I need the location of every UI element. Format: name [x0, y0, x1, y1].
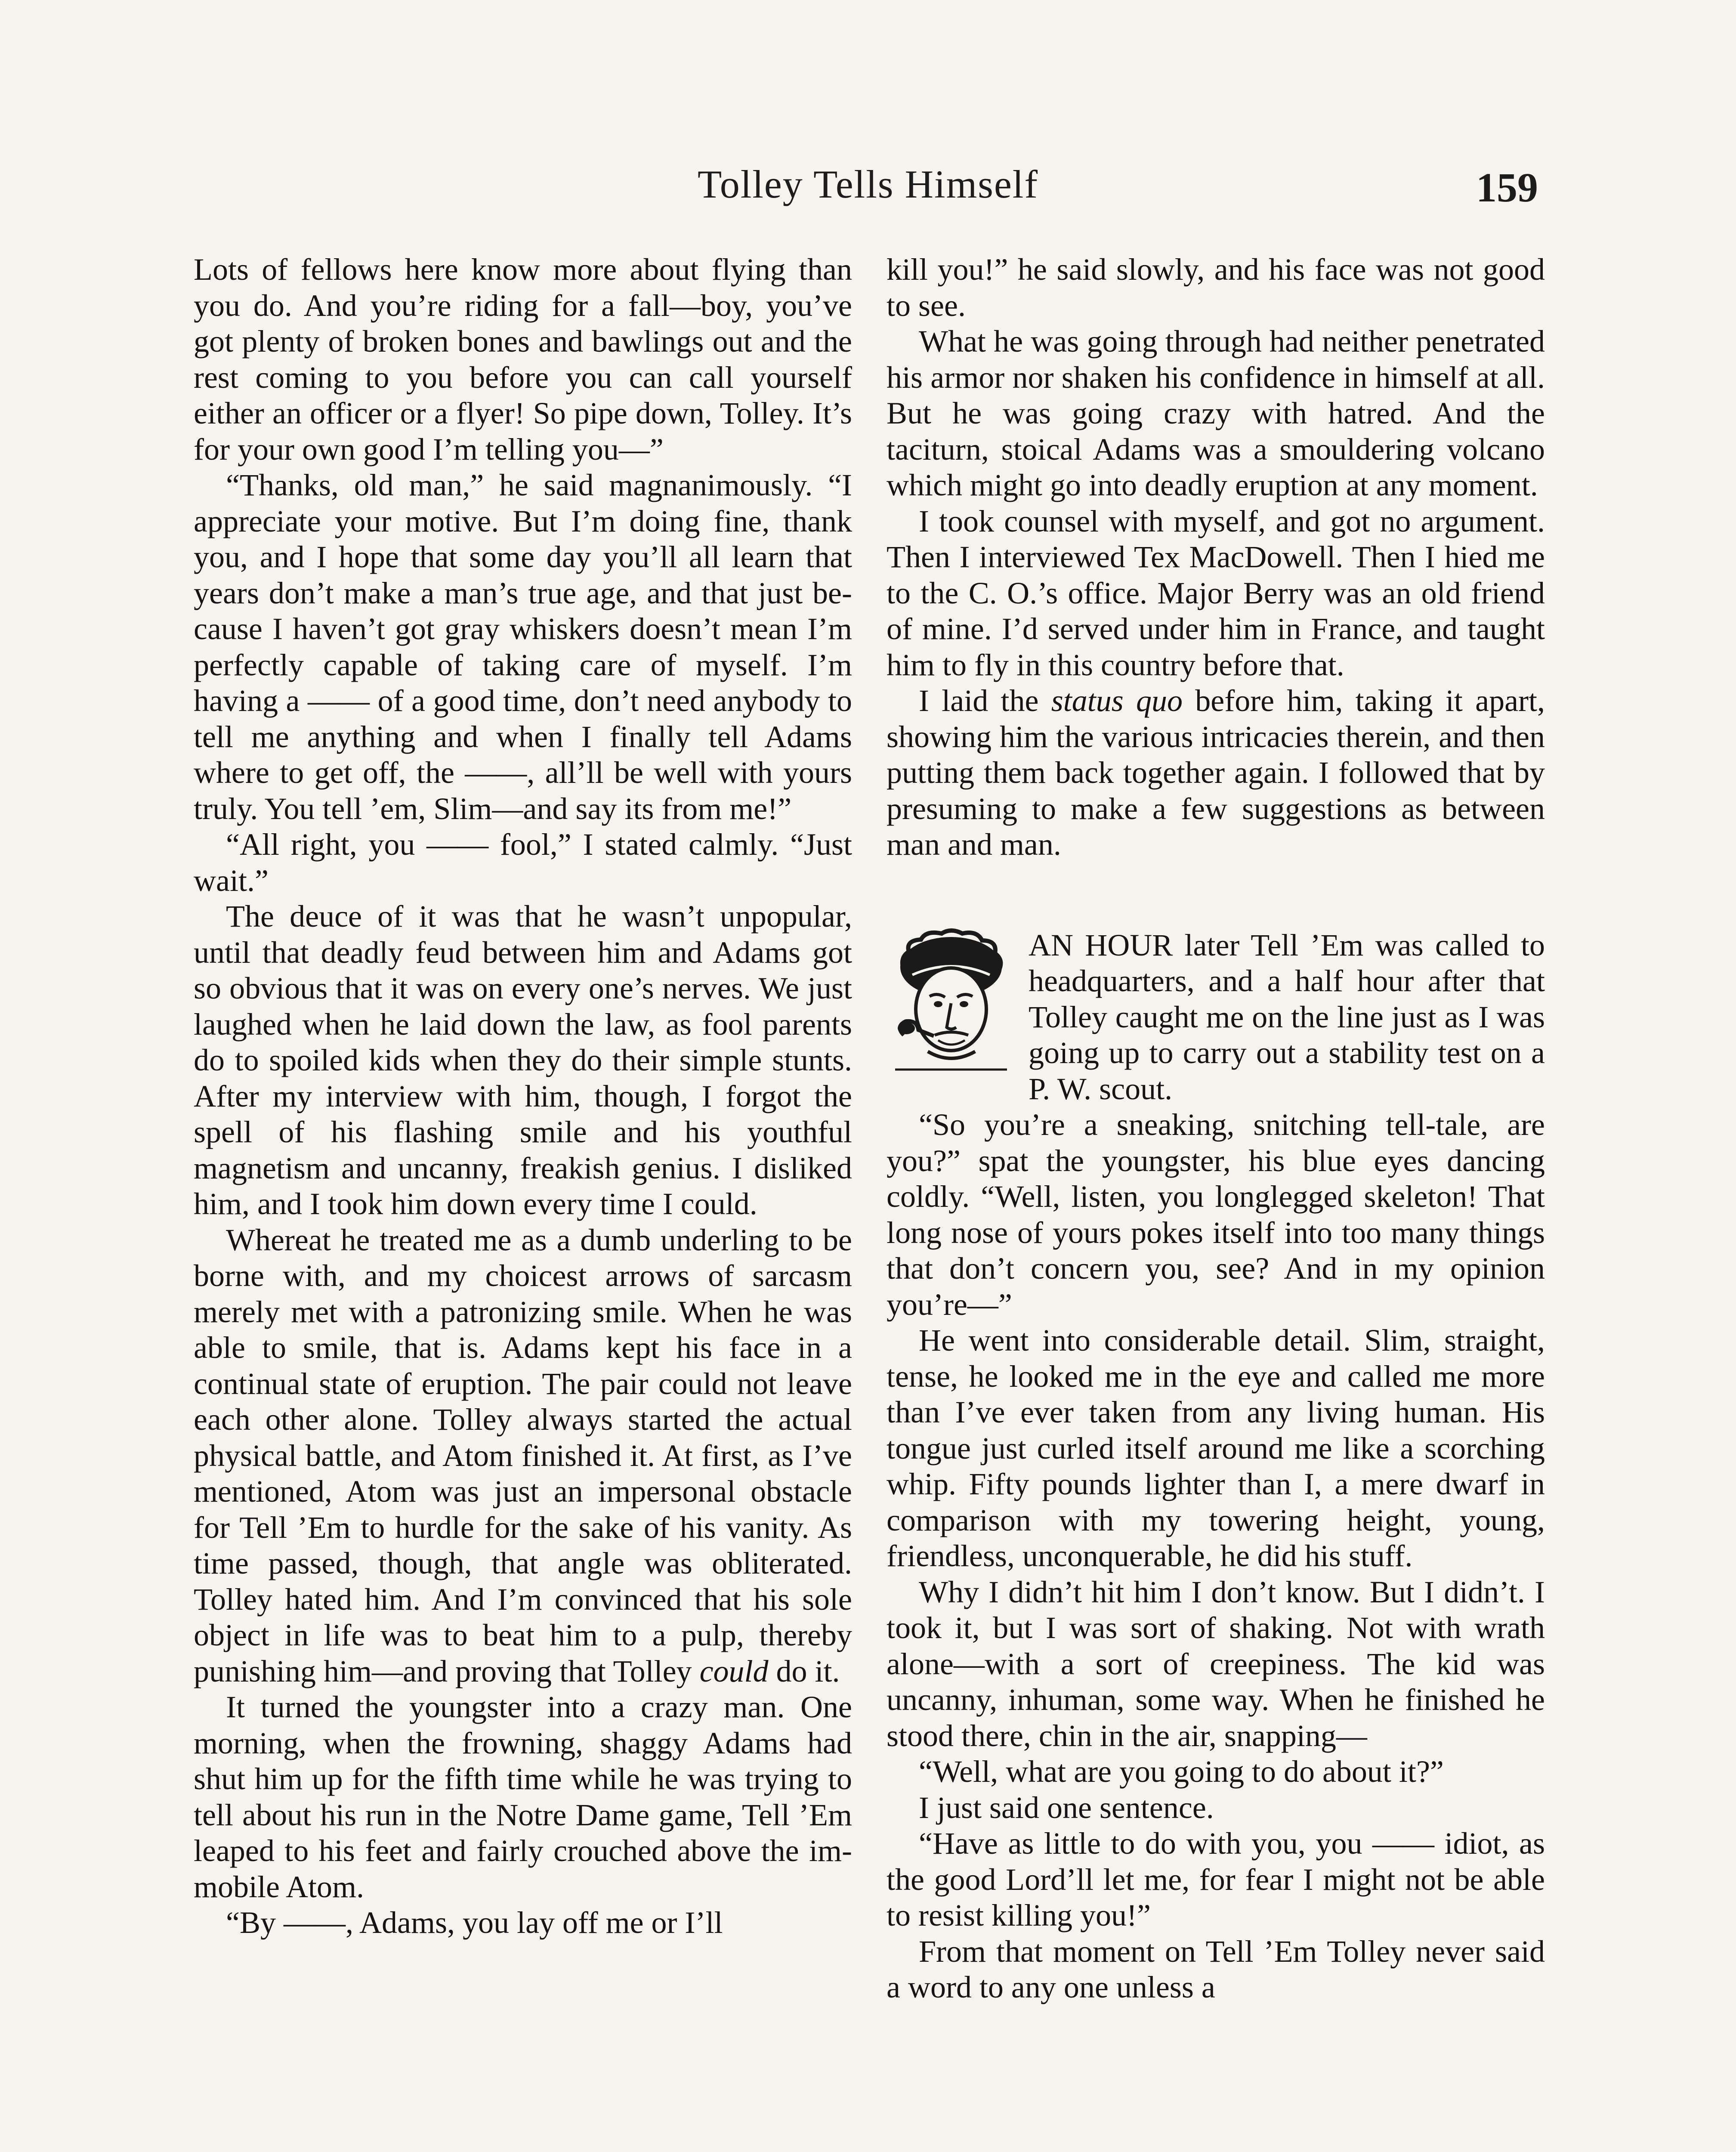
paragraph-tail: before him, taking it apart, showing him the various intricacies therein, and then putting them back together again. I followed that by presuming to make a few suggestions as between man and man.	[887, 683, 1545, 862]
paragraph: Lots of fellows here know more about flying than you do. And you’re riding for a fall—boy, you’ve got plenty of broken bones and bawlings out and the rest coming to you before you can call yourself either an officer or a flyer! So pipe down, Tolley. It’s for your own good I’m telling you—”	[194, 252, 852, 467]
paragraph: “All right, you —— fool,” I stated calmly. “Just wait.”	[194, 827, 852, 898]
left-column	[194, 252, 852, 2152]
caricature-pilot-icon	[887, 928, 1016, 1072]
paragraph: I took counsel with myself, and got no argument. Then I interviewed Tex MacDowell. Then I hied me to the C. O.’s office. Major Berry was an old friend of mine. I’d served under him in France, and taught him to fly in this country before that.	[887, 504, 1545, 682]
section-opening-paragraph: AN HOUR later Tell ’Em was called to headquarters, and a half hour after that Tolley caught me on the line just as I was going up to carry out a stability test on a P. W. scout.	[1029, 928, 1545, 1106]
running-head	[0, 154, 1736, 214]
paragraph: He went into considerable detail. Slim, straight, tense, he looked me in the eye and called me more than I’ve ever taken from any living human. His tongue just curled itself around me like a scorching whip. Fifty pounds lighter than I, a mere dwarf in comparison with my towering height, young, friendless, unconquerable, he did his stuff.	[887, 1323, 1545, 1573]
paragraph: “Have as little to do with you, you —— idiot, as the good Lord’ll let me, for fear I might not be able to resist killing you!”	[887, 1826, 1545, 1932]
paragraph: “Thanks, old man,” he said magnanimously. “I appreciate your motive. But I’m doing fine, thank you, and I hope that some day you’ll all learn that years don’t make a man’s true age, and that just because I haven’t got gray whiskers doesn’t mean I’m perfectly capable of taking care of myself. I’m having a —— of a good time, don’t need anybody to tell me anything and when I finally tell Adams where to get off, the ——, all’ll be well with yours truly. You tell ’em, Slim—and say its from me!”	[194, 468, 852, 826]
paragraph: “Well, what are you going to do about it?”	[919, 1754, 1444, 1789]
paragraph: From that moment on Tell ’Em Tolley never said a word to any one unless a	[887, 1934, 1545, 2004]
paragraph-with-italic	[887, 683, 1545, 863]
paragraph: kill you!” he said slowly, and his face was not good to see.	[887, 252, 1545, 323]
paragraph: The deuce of it was that he wasn’t unpopular, until that deadly feud between him and Adams got so obvious that it was on every one’s nerves. We just laughed when he laid down the law, as fool parents do to spoiled kids when they do their simple stunts. After my interview with him, though, I forgot the spell of his flashing smile and his youthful magnetism and uncanny, freakish genius. I disliked him, and I took him down every time I could.	[194, 899, 852, 1221]
paragraph: Why I didn’t hit him I don’t know. But I didn’t. I took it, but I was sort of shaking. Not with wrath alone—with a sort of creepiness. The kid was uncanny, inhuman, some way. When he finished he stood there, chin in the air, snapping—	[887, 1574, 1545, 1753]
paragraph-text: I laid the	[919, 683, 1039, 718]
running-title: Tolley Tells Himself	[698, 162, 1038, 206]
right-column	[887, 252, 1545, 2152]
paragraph: What he was going through had neither penetrated his armor nor shaken his confidence in himself at all. But he was going crazy with hatred. And the taciturn, stoical Adams was a smouldering volcano which might go into deadly eruption at any moment.	[887, 324, 1545, 502]
paragraph-text: Whereat he treated me as a dumb underling to be borne with, and my choicest arrows of sarcasm merely met with a patronizing smile. When he was able to smile, that is. Adams kept his face in a continual state of eruption. The pair could not leave each other alone. Tolley always started the actual physical battle, and Atom finished it. At first, as I’ve mentioned, Atom was just an impersonal obstacle for Tell ’Em to hurdle for the sake of his vanity. As time passed, though, that angle was obliterated. Tolley hated him. And I’m convinced that his sole object in life was to beat him to a pulp, thereby punishing him—and proving that Tolley	[194, 1222, 852, 1688]
paragraph: “So you’re a sneaking, snitching tell-tale, are you?” spat the youngster, his blue eyes dancing coldly. “Well, listen, you longlegged skeleton! That long nose of yours pokes itself into too many things that don’t concern you, see? And in my opinion you’re—”	[887, 1107, 1545, 1322]
paragraph: I just said one sentence.	[919, 1790, 1214, 1825]
paragraph-with-italic	[194, 1222, 852, 1690]
paragraph: It turned the youngster into a crazy man. One morning, when the frowning, shaggy Adams had shut him up for the fifth time while he was trying to tell about his run in the Notre Dame game, Tell ’Em leaped to his feet and fairly crouched above the immobile Atom.	[194, 1690, 852, 1904]
section-break-block	[887, 928, 1545, 1107]
page-number: 159	[1476, 164, 1538, 210]
italic-phrase: status quo	[1051, 683, 1183, 718]
paragraph-tail: do it.	[768, 1654, 840, 1688]
italic-word: could	[699, 1654, 769, 1688]
paragraph: “By ——, Adams, you lay off me or I’ll	[226, 1905, 723, 1940]
